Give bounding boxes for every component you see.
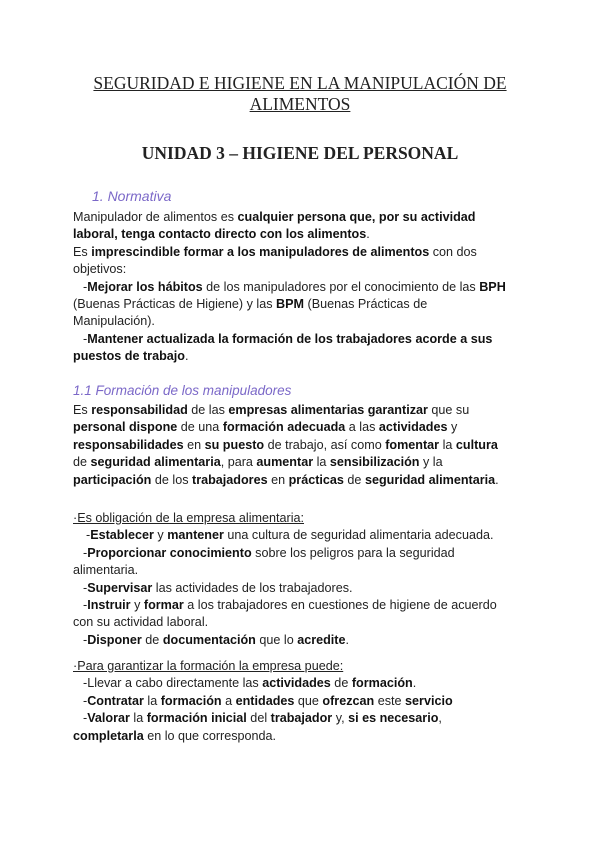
bold-text: BPM (276, 296, 304, 311)
text: , (438, 711, 442, 726)
text: y la (419, 455, 443, 470)
text: - (83, 711, 88, 726)
text-line (73, 419, 543, 436)
text: . (366, 227, 370, 242)
text: - (83, 580, 88, 595)
title-line: ALIMENTOS (249, 94, 351, 114)
bold-text: formación (351, 676, 413, 691)
text: la (129, 711, 147, 726)
text: . (345, 632, 350, 647)
text: de los manipuladores por el conocimiento de las (202, 279, 480, 294)
list-garantizar-formacion (73, 658, 543, 745)
text-line (73, 209, 543, 226)
text-line (73, 472, 543, 489)
text-line (73, 437, 543, 454)
text-line (73, 226, 543, 243)
text: Manipulador de alimentos es (73, 210, 238, 224)
bold-text: personal dispone (73, 420, 178, 435)
text: y (130, 597, 144, 612)
paragraph-responsabilidad (73, 402, 543, 489)
text-line (73, 597, 543, 614)
list-heading (73, 510, 543, 527)
text: de trabajo, así como (264, 437, 386, 452)
bold-text: puestos de trabajo (73, 349, 185, 364)
bold-text: completarla (73, 728, 144, 743)
bold-text: Proporcionar conocimiento (87, 545, 252, 560)
text: de (330, 676, 352, 691)
text: Es (73, 244, 92, 259)
bold-text: seguridad alimentaria (364, 472, 496, 487)
bold-text: acredite (297, 632, 346, 647)
text: , para (220, 455, 257, 470)
bold-text: participación (73, 472, 152, 487)
text-line (73, 562, 543, 579)
text: - (83, 279, 88, 294)
text-line (73, 675, 543, 692)
text-line (73, 614, 543, 631)
text: de (343, 472, 365, 487)
bold-text: formar (143, 597, 184, 612)
text-line (73, 728, 543, 745)
bold-text: aumentar (256, 455, 314, 470)
text-line (73, 580, 543, 597)
text-line (73, 296, 543, 313)
text-line (73, 693, 543, 710)
text-line (73, 279, 543, 296)
bold-text: responsabilidad (91, 403, 188, 417)
text: de (141, 632, 163, 647)
unit-heading: UNIDAD 3 – HIGIENE DEL PERSONAL (141, 143, 459, 163)
text: y (153, 528, 168, 543)
text: - (83, 693, 88, 708)
bold-text: prácticas (288, 472, 344, 487)
list-obligaciones (73, 510, 543, 649)
text: la (313, 455, 330, 470)
text: a los trabajadores en cuestiones de higiene de acuerdo (183, 597, 497, 612)
text: (Buenas Prácticas de Higiene) y las (73, 296, 276, 311)
text: sobre los peligros para la seguridad (251, 545, 455, 560)
bold-text: documentación (162, 632, 256, 647)
bold-text: formación adecuada (222, 420, 346, 435)
text-line (73, 261, 543, 278)
text: Es (73, 403, 92, 417)
text: y (447, 420, 458, 435)
text: a (221, 693, 236, 708)
text: las actividades de los trabajadores. (152, 580, 353, 595)
bold-text: si es necesario (348, 711, 439, 726)
text: - (83, 632, 88, 647)
bold-text: responsabilidades (73, 437, 184, 452)
text: -Llevar a cabo directamente las (83, 676, 263, 691)
text-line (73, 710, 543, 727)
bold-text: sensibilización (329, 455, 420, 470)
text: . (495, 472, 499, 487)
bold-text: formación inicial (146, 711, 247, 726)
bold-text: Supervisar (87, 580, 153, 595)
text-line (73, 454, 543, 471)
bold-text: ofrezcan (322, 693, 375, 708)
text: con dos (429, 244, 477, 259)
text: este (374, 693, 406, 708)
text: de (73, 455, 91, 470)
text-line (73, 348, 543, 365)
text: objetivos: (73, 262, 127, 277)
text: que (294, 693, 323, 708)
text: Manipulación). (73, 314, 155, 329)
text: de los (151, 472, 192, 487)
text: del (246, 711, 271, 726)
text-line (73, 313, 543, 330)
bold-text: imprescindible formar a los manipuladores de alimentos (91, 244, 430, 259)
bold-text: Establecer (90, 528, 154, 543)
bold-text: cultura (455, 437, 498, 452)
bold-text: Mantener actualizada la formación de los trabajadores acorde a sus (87, 331, 493, 346)
text: a las (345, 420, 379, 435)
text: en lo que corresponda. (143, 728, 277, 743)
text: - (83, 545, 88, 560)
title-line: SEGURIDAD E HIGIENE EN LA MANIPULACIÓN DE (93, 73, 507, 93)
bold-text: entidades (235, 693, 295, 708)
text: de las (187, 403, 229, 417)
bold-text: actividades (378, 420, 448, 435)
text-line (73, 244, 543, 261)
bold-text: Valorar (87, 711, 130, 726)
bold-text: Mejorar los hábitos (87, 279, 203, 294)
text: ·Para garantizar la formación la empresa puede: (73, 659, 344, 673)
text: (Buenas Prácticas de (304, 296, 428, 311)
text: y, (332, 711, 349, 726)
text: en (183, 437, 205, 452)
bold-text: Contratar (87, 693, 144, 708)
text: en (267, 472, 289, 487)
text: una cultura de seguridad alimentaria adecuada. (223, 528, 494, 543)
bold-text: servicio (405, 693, 453, 708)
text: de una (177, 420, 223, 435)
text: - (83, 597, 88, 612)
bold-text: formación (160, 693, 222, 708)
text: . (412, 676, 417, 691)
text: que lo (255, 632, 298, 647)
text: . (184, 349, 189, 364)
bold-text: laboral, tenga contacto directo con los alimentos (73, 227, 367, 242)
list-heading (73, 658, 543, 675)
bold-text: empresas alimentarias garantizar (228, 403, 428, 417)
text: la (439, 437, 456, 452)
text: alimentaria. (73, 563, 139, 578)
bold-text: su puesto (204, 437, 265, 452)
bold-text: mantener (167, 528, 224, 543)
text-line (73, 527, 543, 544)
bold-text: actividades (262, 676, 331, 691)
text-line (73, 331, 543, 348)
bold-text: Disponer (87, 632, 142, 647)
bold-text: fomentar (385, 437, 440, 452)
bold-text: Instruir (87, 597, 131, 612)
text: ·Es obligación de la empresa alimentaria: (73, 511, 305, 525)
text: con su actividad laboral. (73, 615, 209, 630)
bold-text: trabajadores (192, 472, 268, 487)
text: - (86, 528, 91, 543)
text-line (73, 632, 543, 649)
bold-text: trabajador (270, 711, 333, 726)
bold-text: seguridad alimentaria (90, 455, 221, 470)
text-line (73, 402, 543, 419)
section-heading-normativa: 1. Normativa (92, 188, 172, 204)
text: la (143, 693, 161, 708)
document-title (0, 73, 600, 115)
text: - (83, 331, 88, 346)
paragraph-normativa (73, 209, 543, 366)
bold-text: BPH (479, 279, 506, 294)
text-line (73, 545, 543, 562)
bold-text: cualquier persona que, por su actividad (237, 210, 476, 224)
text: que su (427, 403, 470, 417)
section-heading-formacion: 1.1 Formación de los manipuladores (73, 383, 292, 398)
